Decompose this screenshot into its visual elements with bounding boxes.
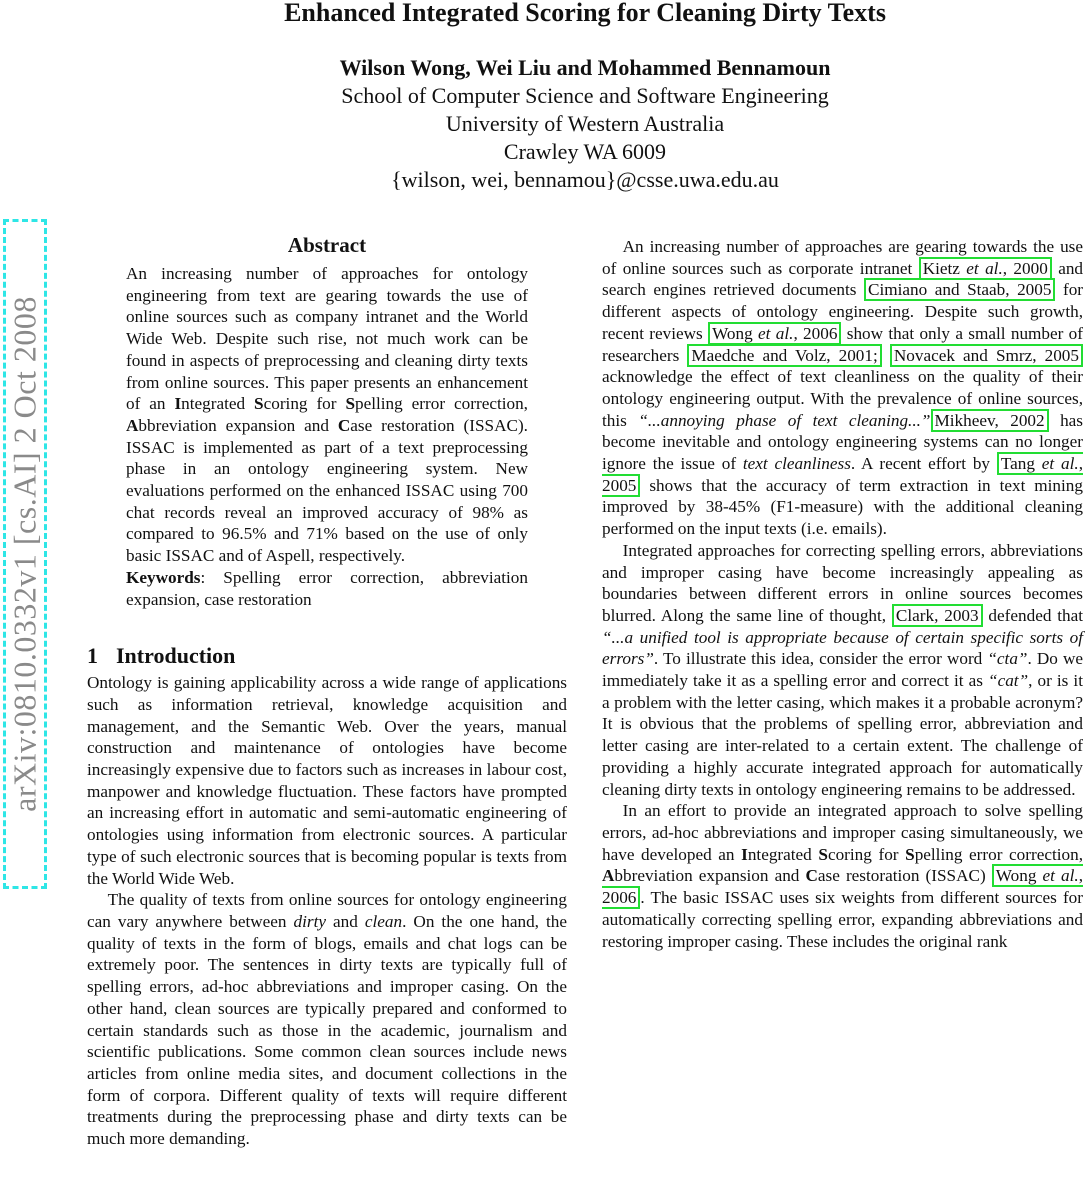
- intro-paragraph-5: In an effort to provide an integrated approach to solve spelling errors, ad-hoc abbreviations and improper casing simultaneously, we have developed an Integrated Scoring for Spelling error correction, Abbreviation expansion and Case restoration (ISSAC) Wong et al., 2006 . The basic ISSAC uses six weights from different sources for automatically correcting spelling error, expanding abbreviations and restoring improper casing. These includes the original rank: [602, 801, 1083, 951]
- affiliation: School of Computer Science and Software Engineering: [341, 83, 829, 108]
- citation-maedche[interactable]: Maedche and Volz, 2001;: [687, 344, 881, 367]
- intro-paragraph-3: An increasing number of approaches are gearing towards the use of online sources such as corporate intranet Kietz et al., 2000 and search engines retrieved documents Cimiano and Staab, 2005 for different aspects of ontology engineering. Despite such growth, recent reviews Wong et al., 2006 show that only a small number of researchers Maedche and Volz, 2001; Novacek and Smrz, 2005 acknowledge the effect of text cleanliness on the quality of their ontology engineering output. With the prevalence of online sources, this “...annoying phase of text cleaning...” Mikheev, 2002 has become inevitable and ontology engineering systems can no longer ignore the issue of text cleanliness. A recent effort by Tang et al., 2005 shows that the accuracy of term extraction in text mining improved by 38-45% (F1-measure) with the additional cleaning performed on the input texts (i.e. emails).: [602, 237, 1084, 539]
- keywords-label: Keywords: [126, 567, 201, 587]
- citation-wong-2006[interactable]: Wong et al., 2006: [708, 322, 841, 345]
- section-heading-introduction: 1 Introduction: [87, 643, 236, 669]
- arxiv-stamp[interactable]: [3, 219, 47, 889]
- citation-tang[interactable]: Tang et al., 2005: [602, 454, 1083, 495]
- intro-paragraph-4: Integrated approaches for correcting spelling errors, abbreviations and improper casing have become increasingly appealing as boundaries between different errors in online sources becomes blurred. Along the same line of thought, Clark, 2003 defended that “...a unified tool is appropriate because of certain specific sorts of errors”. To illustrate this idea, consider the error word “cta”. Do we immediately take it as a spelling error and correct it as “cat”, or is it a problem with the letter casing, which makes it a probable acronym? It is obvious that the problems of spelling error, abbreviation and letter casing are inter-related to a certain extent. The challenge of providing a highly accurate integrated approach for automatically cleaning dirty texts in ontology engineering remains to be addressed.: [602, 540, 1084, 799]
- left-column: [87, 232, 567, 1150]
- authors: Wilson Wong, Wei Liu and Mohammed Bennamoun: [339, 55, 831, 80]
- abstract-text: An increasing number of approaches for ontology engineering from text are gearing towards the use of online sources such as company intranet and the World Wide Web. Despite such rise, not much work can be found in aspects of preprocessing and cleaning dirty texts from online sources. This paper presents an enhancement of an Integrated Scoring for Spelling error correction, Abbreviation expansion and Case restoration (ISSAC). ISSAC is implemented as part of a text preprocessing phase in an ontology engineering system. New evaluations performed on the enhanced ISSAC using 700 chat records reveal an improved accuracy of 98% as compared to 96.5% and 71% based on the use of only basic ISSAC and of Aspell, respectively. Keywords: Spelling error correction, abbreviation expansion, case restoration: [126, 264, 528, 609]
- paper-title: Enhanced Integrated Scoring for Cleaning Dirty Texts: [284, 0, 886, 27]
- citation-wong-2006-b[interactable]: Wong et al., 2006: [602, 866, 1083, 908]
- author-block: [0, 54, 1085, 194]
- location: Crawley WA 6009: [503, 139, 667, 164]
- arxiv-id: arXiv:0810.0332v1 [cs.AI] 2 Oct 2008: [6, 296, 43, 812]
- university: University of Western Australia: [445, 111, 725, 136]
- keywords: : Spelling error correction, abbreviation expansion, case restoration: [126, 567, 528, 609]
- intro-paragraph-1: Ontology is gaining applicability across a wide range of applications such as information retrieval, knowledge acquisition and management, and the Semantic Web. Over the years, manual construction and maintenance of ontologies have become increasingly expensive due to factors such as increases in labour cost, manpower and knowledge fluctuation. These factors have prompted an increasing effort in automatic and semi-automatic engineering of ontologies using information from electronic sources. A particular type of such electronic sources that is becoming popular is texts from the World Wide Web.: [87, 673, 567, 888]
- intro-paragraph-2: The quality of texts from online sources for ontology engineering can vary anywhere between dirty and clean. On the one hand, the quality of texts in the form of blogs, emails and chat logs can be extremely poor. The sentences in dirty texts are typically full of spelling errors, ad-hoc abbreviations and improper casing. On the other hand, clean sources are typically prepared and conformed to certain standards such as those in the academic, journalism and scientific publications. Some common clean sources include news articles from online media sites, and document collections in the form of corpora. Different quality of texts will require different treatments during the preprocessing phase and dirty texts can be much more demanding.: [87, 890, 567, 1149]
- citation-novacek[interactable]: Novacek and Smrz, 2005: [890, 344, 1083, 367]
- abstract: [87, 232, 567, 610]
- citation-kietz[interactable]: Kietz et al., 2000: [919, 257, 1052, 280]
- right-column: [602, 236, 1083, 952]
- citation-cimiano[interactable]: Cimiano and Staab, 2005: [864, 278, 1055, 301]
- citation-mikheev[interactable]: Mikheev, 2002: [931, 409, 1049, 432]
- citation-clark[interactable]: Clark, 2003: [892, 604, 983, 627]
- email: {wilson, wei, bennamou}@csse.uwa.edu.au: [391, 167, 779, 192]
- abstract-heading: Abstract: [287, 233, 367, 257]
